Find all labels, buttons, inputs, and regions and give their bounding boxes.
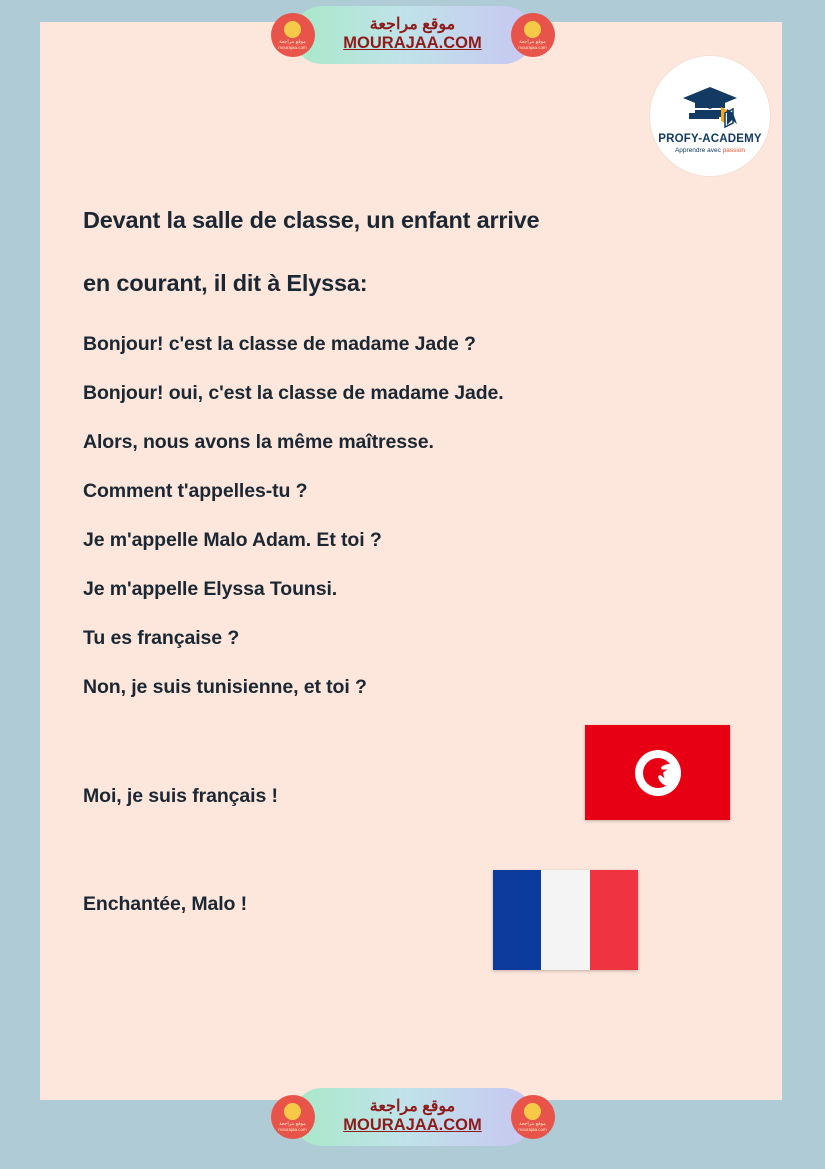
watermark-url-text: MOURAJAA.COM bbox=[343, 1115, 482, 1134]
watermark-coin-arabic: موقع مراجعة bbox=[519, 1120, 546, 1127]
tunisia-flag-disc bbox=[635, 750, 681, 796]
dialogue-line-9: Moi, je suis français ! bbox=[83, 785, 278, 807]
dialogue-line-10: Enchantée, Malo ! bbox=[83, 893, 248, 915]
watermark-coin-right bbox=[511, 13, 555, 57]
dialogue-line-3: Alors, nous avons la même maîtresse. bbox=[83, 431, 434, 453]
watermark-arabic-text: موقع مراجعة bbox=[369, 16, 456, 34]
profy-academy-logo bbox=[650, 56, 770, 176]
france-flag-white-band bbox=[541, 870, 589, 970]
tunisia-star: ★ bbox=[651, 761, 669, 783]
dialogue-line-1: Bonjour! c'est la classe de madame Jade ? bbox=[83, 333, 476, 355]
watermark-coin-dot bbox=[284, 21, 301, 38]
watermark-top bbox=[0, 0, 825, 70]
watermark-arabic-text: موقع مراجعة bbox=[369, 1098, 456, 1116]
watermark-coin-arabic: موقع مراجعة bbox=[519, 38, 546, 45]
logo-tagline-prefix: Apprendre avec bbox=[674, 146, 723, 154]
title-line-2: en courant, il dit à Elyssa: bbox=[83, 270, 368, 296]
watermark-coin-url: mourajaa.com bbox=[278, 44, 307, 50]
france-flag-icon bbox=[493, 870, 638, 970]
watermark-pill bbox=[293, 6, 533, 64]
france-flag-red-band bbox=[590, 870, 638, 970]
dialogue-line-4: Comment t'appelles-tu ? bbox=[83, 480, 308, 502]
dialogue-line-6: Je m'appelle Elyssa Tounsi. bbox=[83, 578, 338, 600]
watermark-coin-left bbox=[271, 1095, 315, 1139]
dialogue-line-8: Non, je suis tunisienne, et toi ? bbox=[83, 676, 367, 698]
title-line-1: Devant la salle de classe, un enfant arrive bbox=[83, 207, 540, 233]
dialogue-line-5: Je m'appelle Malo Adam. Et toi ? bbox=[83, 529, 382, 551]
france-flag-blue-band bbox=[493, 870, 541, 970]
graduation-cap-icon bbox=[681, 83, 739, 129]
watermark-coin-url: mourajaa.com bbox=[278, 1126, 307, 1132]
watermark-url-text: MOURAJAA.COM bbox=[343, 33, 482, 52]
logo-name: PROFY-ACADEMY bbox=[658, 132, 762, 145]
tunisia-flag-icon bbox=[585, 725, 730, 820]
document-page bbox=[40, 22, 782, 1100]
watermark-coin-dot bbox=[524, 1103, 541, 1120]
watermark-coin-url: mourajaa.com bbox=[518, 44, 547, 50]
watermark-coin-arabic: موقع مراجعة bbox=[279, 38, 306, 45]
watermark-coin-dot bbox=[284, 1103, 301, 1120]
dialogue-line-7: Tu es française ? bbox=[83, 627, 240, 649]
watermark-pill bbox=[293, 1088, 533, 1146]
logo-tagline-accent: passion bbox=[722, 146, 746, 154]
logo-tagline bbox=[675, 147, 745, 154]
watermark-bottom bbox=[0, 1082, 825, 1152]
lesson-text bbox=[83, 207, 743, 942]
watermark-coin-left bbox=[271, 13, 315, 57]
dialogue-line-2: Bonjour! oui, c'est la classe de madame Jade. bbox=[83, 382, 504, 404]
watermark-coin-arabic: موقع مراجعة bbox=[279, 1120, 306, 1127]
watermark-coin-url: mourajaa.com bbox=[518, 1126, 547, 1132]
watermark-coin-dot bbox=[524, 21, 541, 38]
watermark-coin-right bbox=[511, 1095, 555, 1139]
